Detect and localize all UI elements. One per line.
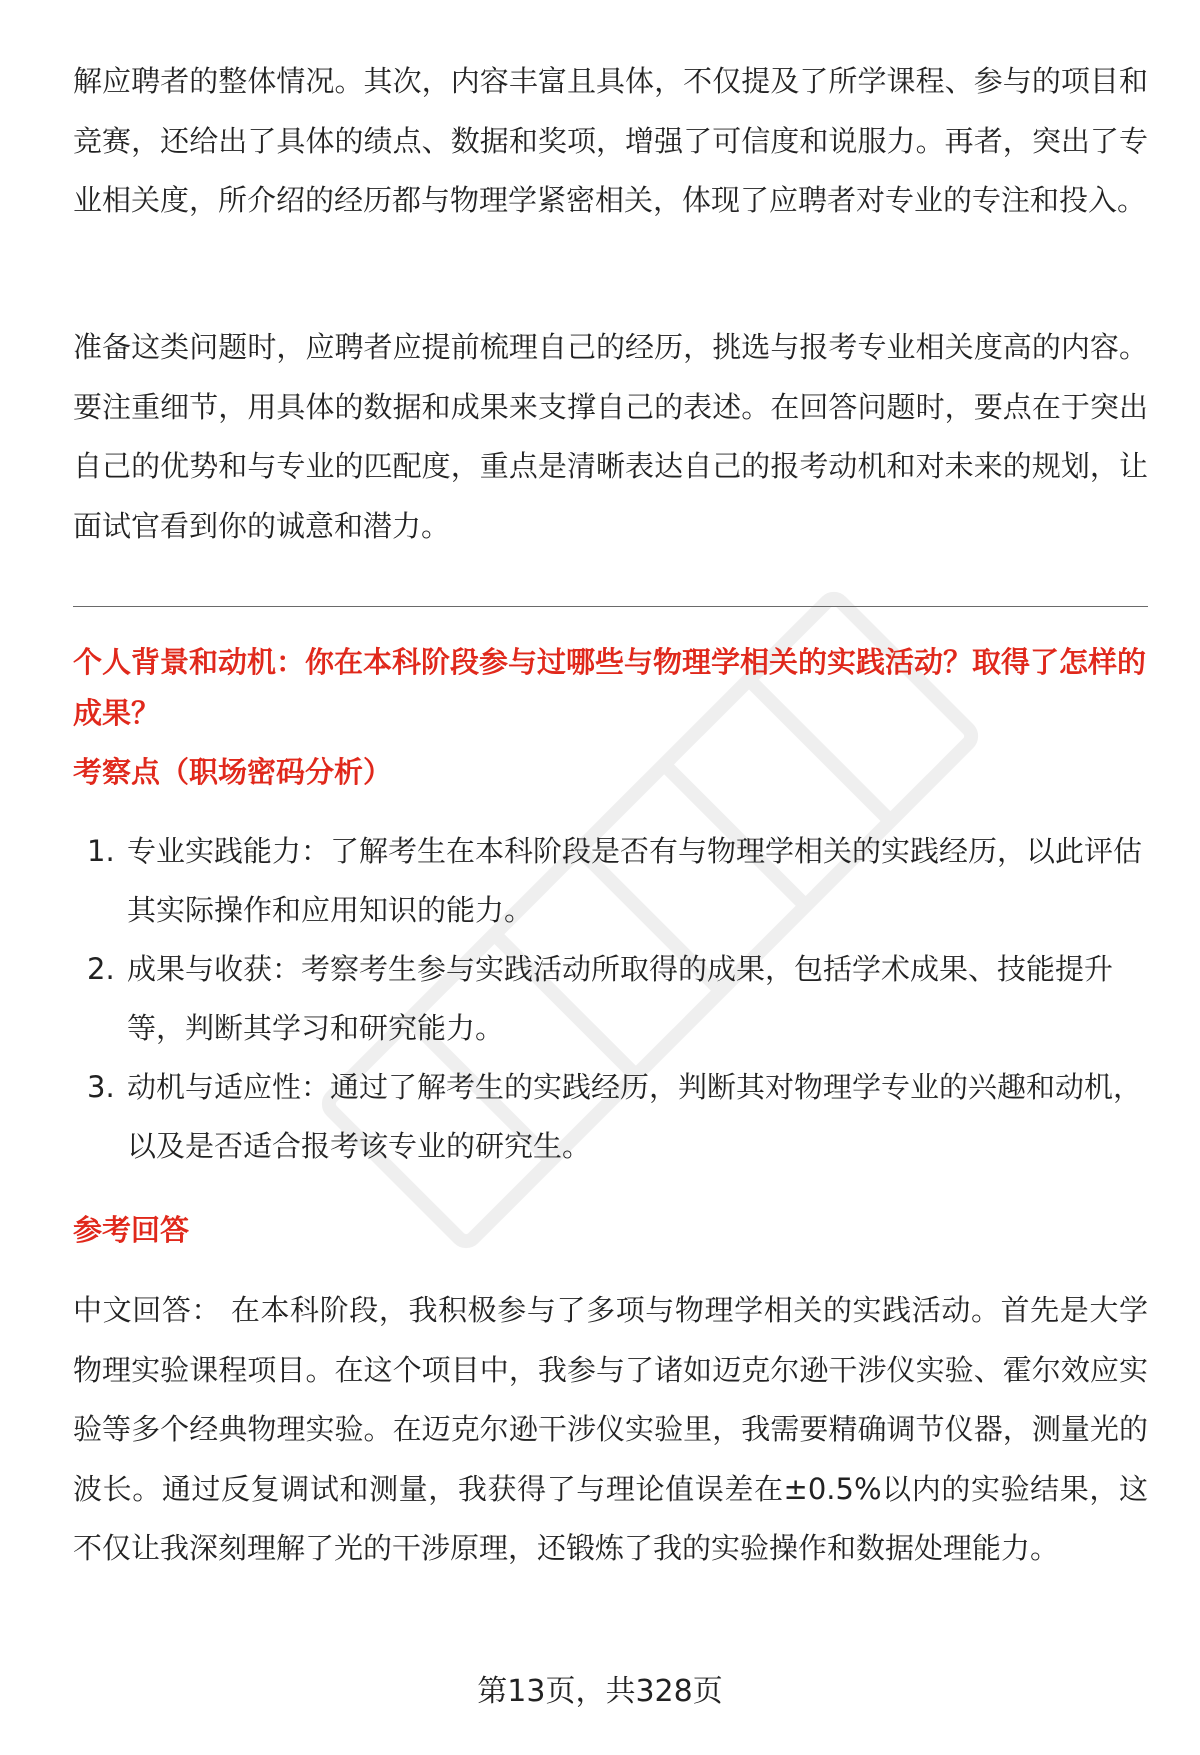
page-number: 第13页，共328页: [477, 1674, 723, 1709]
list-text: 成果与收获：考察考生参与实践活动所取得的成果，包括学术成果、技能提升等，判断其学习和研究能力。: [127, 952, 1114, 1045]
list-number: 2.: [87, 952, 115, 986]
list-item: [73, 940, 1148, 1058]
focus-heading: 考察点（职场密码分析）: [73, 755, 393, 789]
section-divider: [73, 606, 1148, 607]
list-text: 动机与适应性：通过了解考生的实践经历，判断其对物理学专业的兴趣和动机，以及是否适合报考该专业的研究生。: [127, 1070, 1143, 1163]
list-text: 专业实践能力：了解考生在本科阶段是否有与物理学相关的实践经历，以此评估其实际操作和应用知识的能力。: [127, 834, 1143, 927]
list-number: 3.: [87, 1070, 115, 1104]
focus-list: [73, 822, 1148, 1176]
list-item: [73, 1058, 1148, 1176]
answer-paragraph: 中文回答： 在本科阶段，我积极参与了多项与物理学相关的实践活动。首先是大学物理实验课程项目。在这个项目中，我参与了诸如迈克尔逊干涉仪实验、霍尔效应实验等多个经典物理实验。在迈克尔逊干涉仪实验里，我需要精确调节仪器，测量光的波长。通过反复调试和测量，我获得了与理论值误差在±0.5%以内的实验结果，这不仅让我深刻理解了光的干涉原理，还锻炼了我的实验操作和数据处理能力。: [73, 1293, 1148, 1565]
intro-paragraph-2: 准备这类问题时，应聘者应提前梳理自己的经历，挑选与报考专业相关度高的内容。要注重细节，用具体的数据和成果来支撑自己的表述。在回答问题时，要点在于突出自己的优势和与专业的匹配度，重点是清晰表达自己的报考动机和对未来的规划，让面试官看到你的诚意和潜力。: [73, 330, 1148, 543]
question-title: 个人背景和动机：你在本科阶段参与过哪些与物理学相关的实践活动？取得了怎样的成果？: [73, 645, 1147, 730]
list-item: [73, 822, 1148, 940]
list-number: 1.: [87, 834, 115, 868]
intro-paragraph-1: 解应聘者的整体情况。其次，内容丰富且具体，不仅提及了所学课程、参与的项目和竞赛，还给出了具体的绩点、数据和奖项，增强了可信度和说服力。再者，突出了专业相关度，所介绍的经历都与物理学紧密相关，体现了应聘者对专业的专注和投入。: [73, 64, 1148, 217]
answer-heading: 参考回答: [73, 1213, 190, 1247]
